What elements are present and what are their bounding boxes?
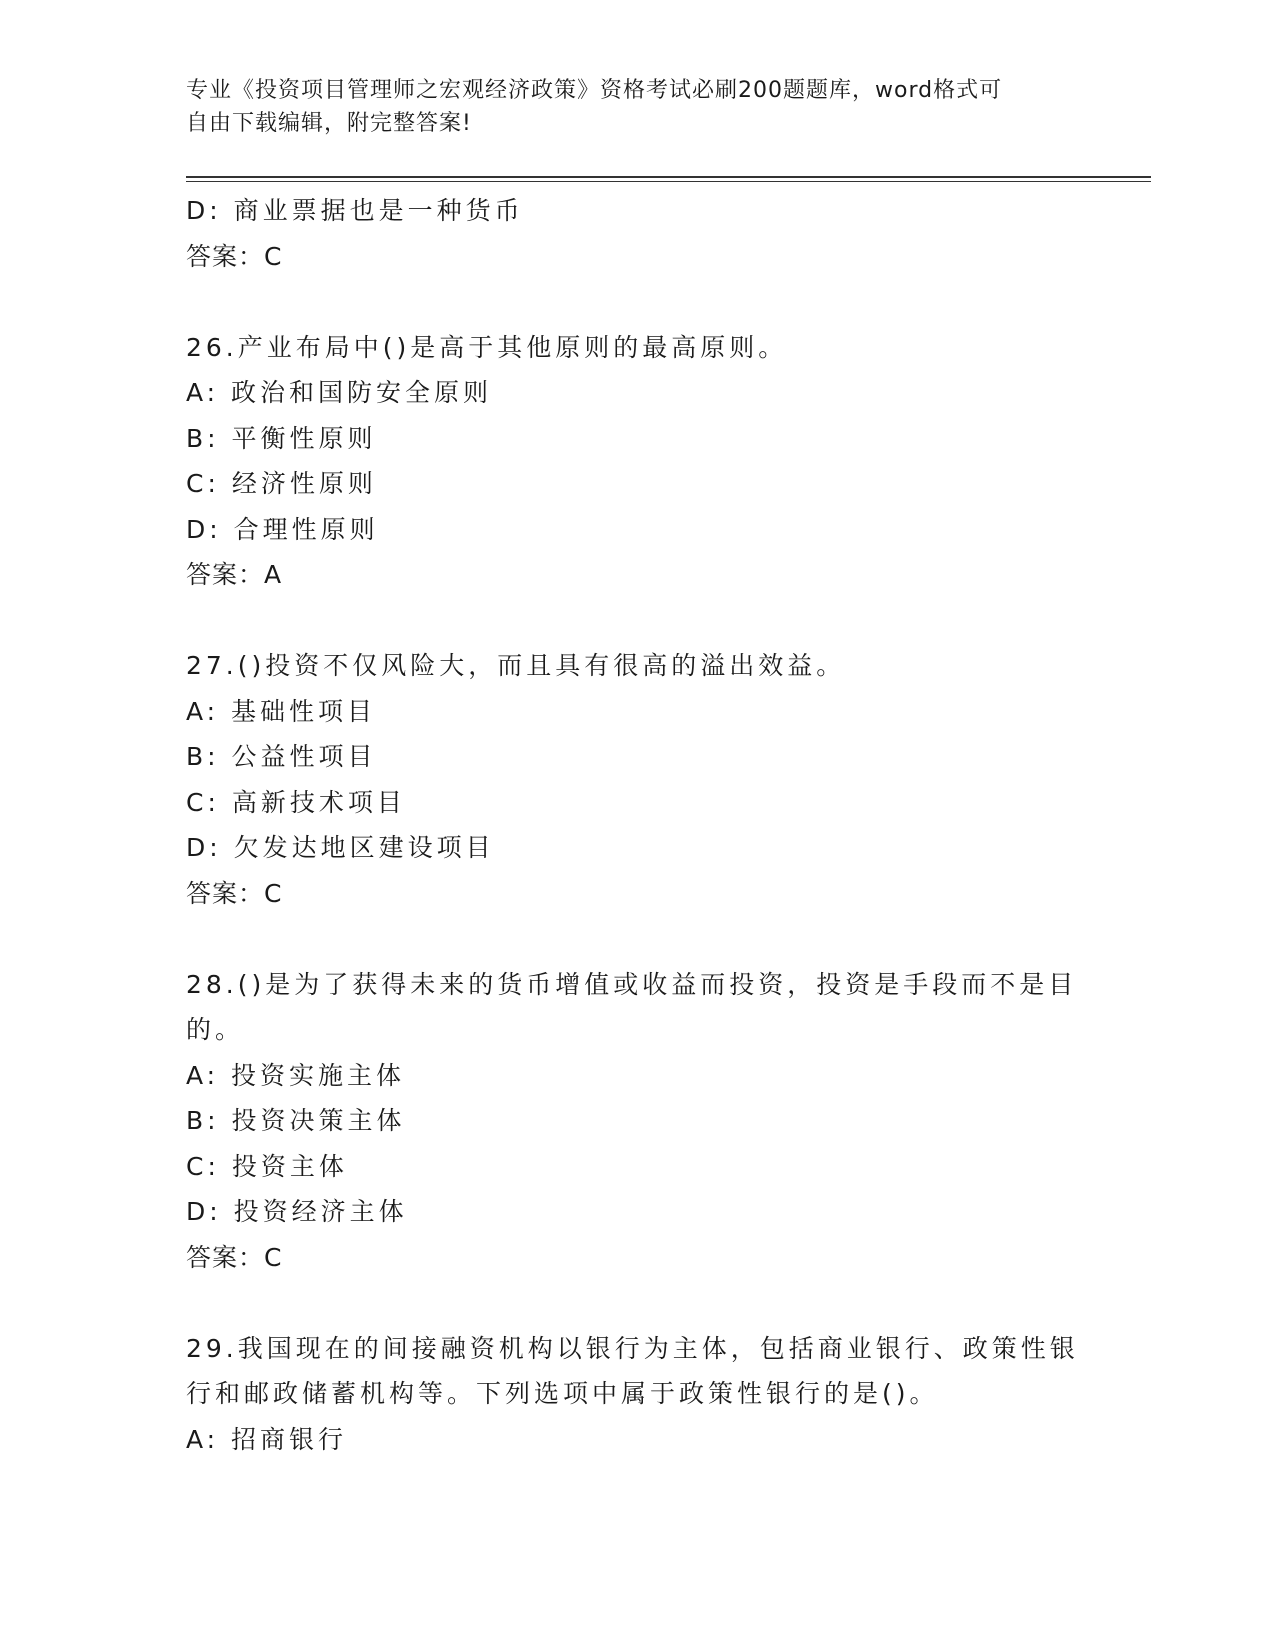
option-d: D: 合理性原则 — [186, 514, 379, 544]
spacer — [186, 1280, 1086, 1326]
option-b: B: 投资决策主体 — [186, 1106, 406, 1135]
spacer — [186, 598, 1086, 644]
option-a: A: 投资实施主体 — [186, 1060, 406, 1090]
question-text: 26.产业布局中()是高于其他原则的最高原则。 — [186, 332, 788, 362]
option-a: A: 招商银行 — [186, 1424, 348, 1454]
option-c: C: 经济性原则 — [186, 469, 377, 498]
header-line-2: 自由下载编辑，附完整答案! — [186, 111, 472, 136]
document-body — [186, 188, 1086, 1462]
option-d: D: 欠发达地区建设项目 — [186, 833, 495, 862]
page-header — [186, 74, 1086, 140]
question-26 — [186, 325, 1086, 598]
question-29 — [186, 1326, 1086, 1463]
option-a: A: 政治和国防安全原则 — [186, 378, 493, 407]
header-divider — [186, 176, 1151, 178]
option-c: C: 投资主体 — [186, 1151, 348, 1181]
question-28 — [186, 962, 1086, 1281]
question-text-line-1: 28.()是为了获得未来的货币增值或收益而投资，投资是手段而不是目 — [186, 969, 1078, 999]
answer-line: 答案：C — [186, 1242, 283, 1272]
answer-line: 答案：C — [186, 241, 283, 271]
answer-line: 答案：C — [186, 878, 283, 908]
option-b: B: 平衡性原则 — [186, 423, 377, 453]
option-b: B: 公益性项目 — [186, 742, 377, 771]
option-c: C: 高新技术项目 — [186, 787, 406, 817]
question-27 — [186, 643, 1086, 916]
question-fragment — [186, 188, 1086, 279]
option-d: D: 商业票据也是一种货币 — [186, 196, 524, 225]
option-a: A: 基础性项目 — [186, 696, 377, 726]
question-text: 27.()投资不仅风险大，而且具有很高的溢出效益。 — [186, 651, 846, 680]
question-text-line-2: 行和邮政储蓄机构等。下列选项中属于政策性银行的是()。 — [186, 1379, 939, 1408]
header-line-1: 专业《投资项目管理师之宏观经济政策》资格考试必刷200题题库，word格式可 — [186, 78, 1003, 103]
spacer — [186, 279, 1086, 325]
option-d: D: 投资经济主体 — [186, 1197, 408, 1226]
answer-line: 答案：A — [186, 560, 283, 589]
header-divider-thin — [186, 181, 1151, 182]
question-text-line-2: 的。 — [186, 1015, 245, 1044]
spacer — [186, 916, 1086, 962]
question-text-line-1: 29.我国现在的间接融资机构以银行为主体，包括商业银行、政策性银 — [186, 1333, 1079, 1363]
